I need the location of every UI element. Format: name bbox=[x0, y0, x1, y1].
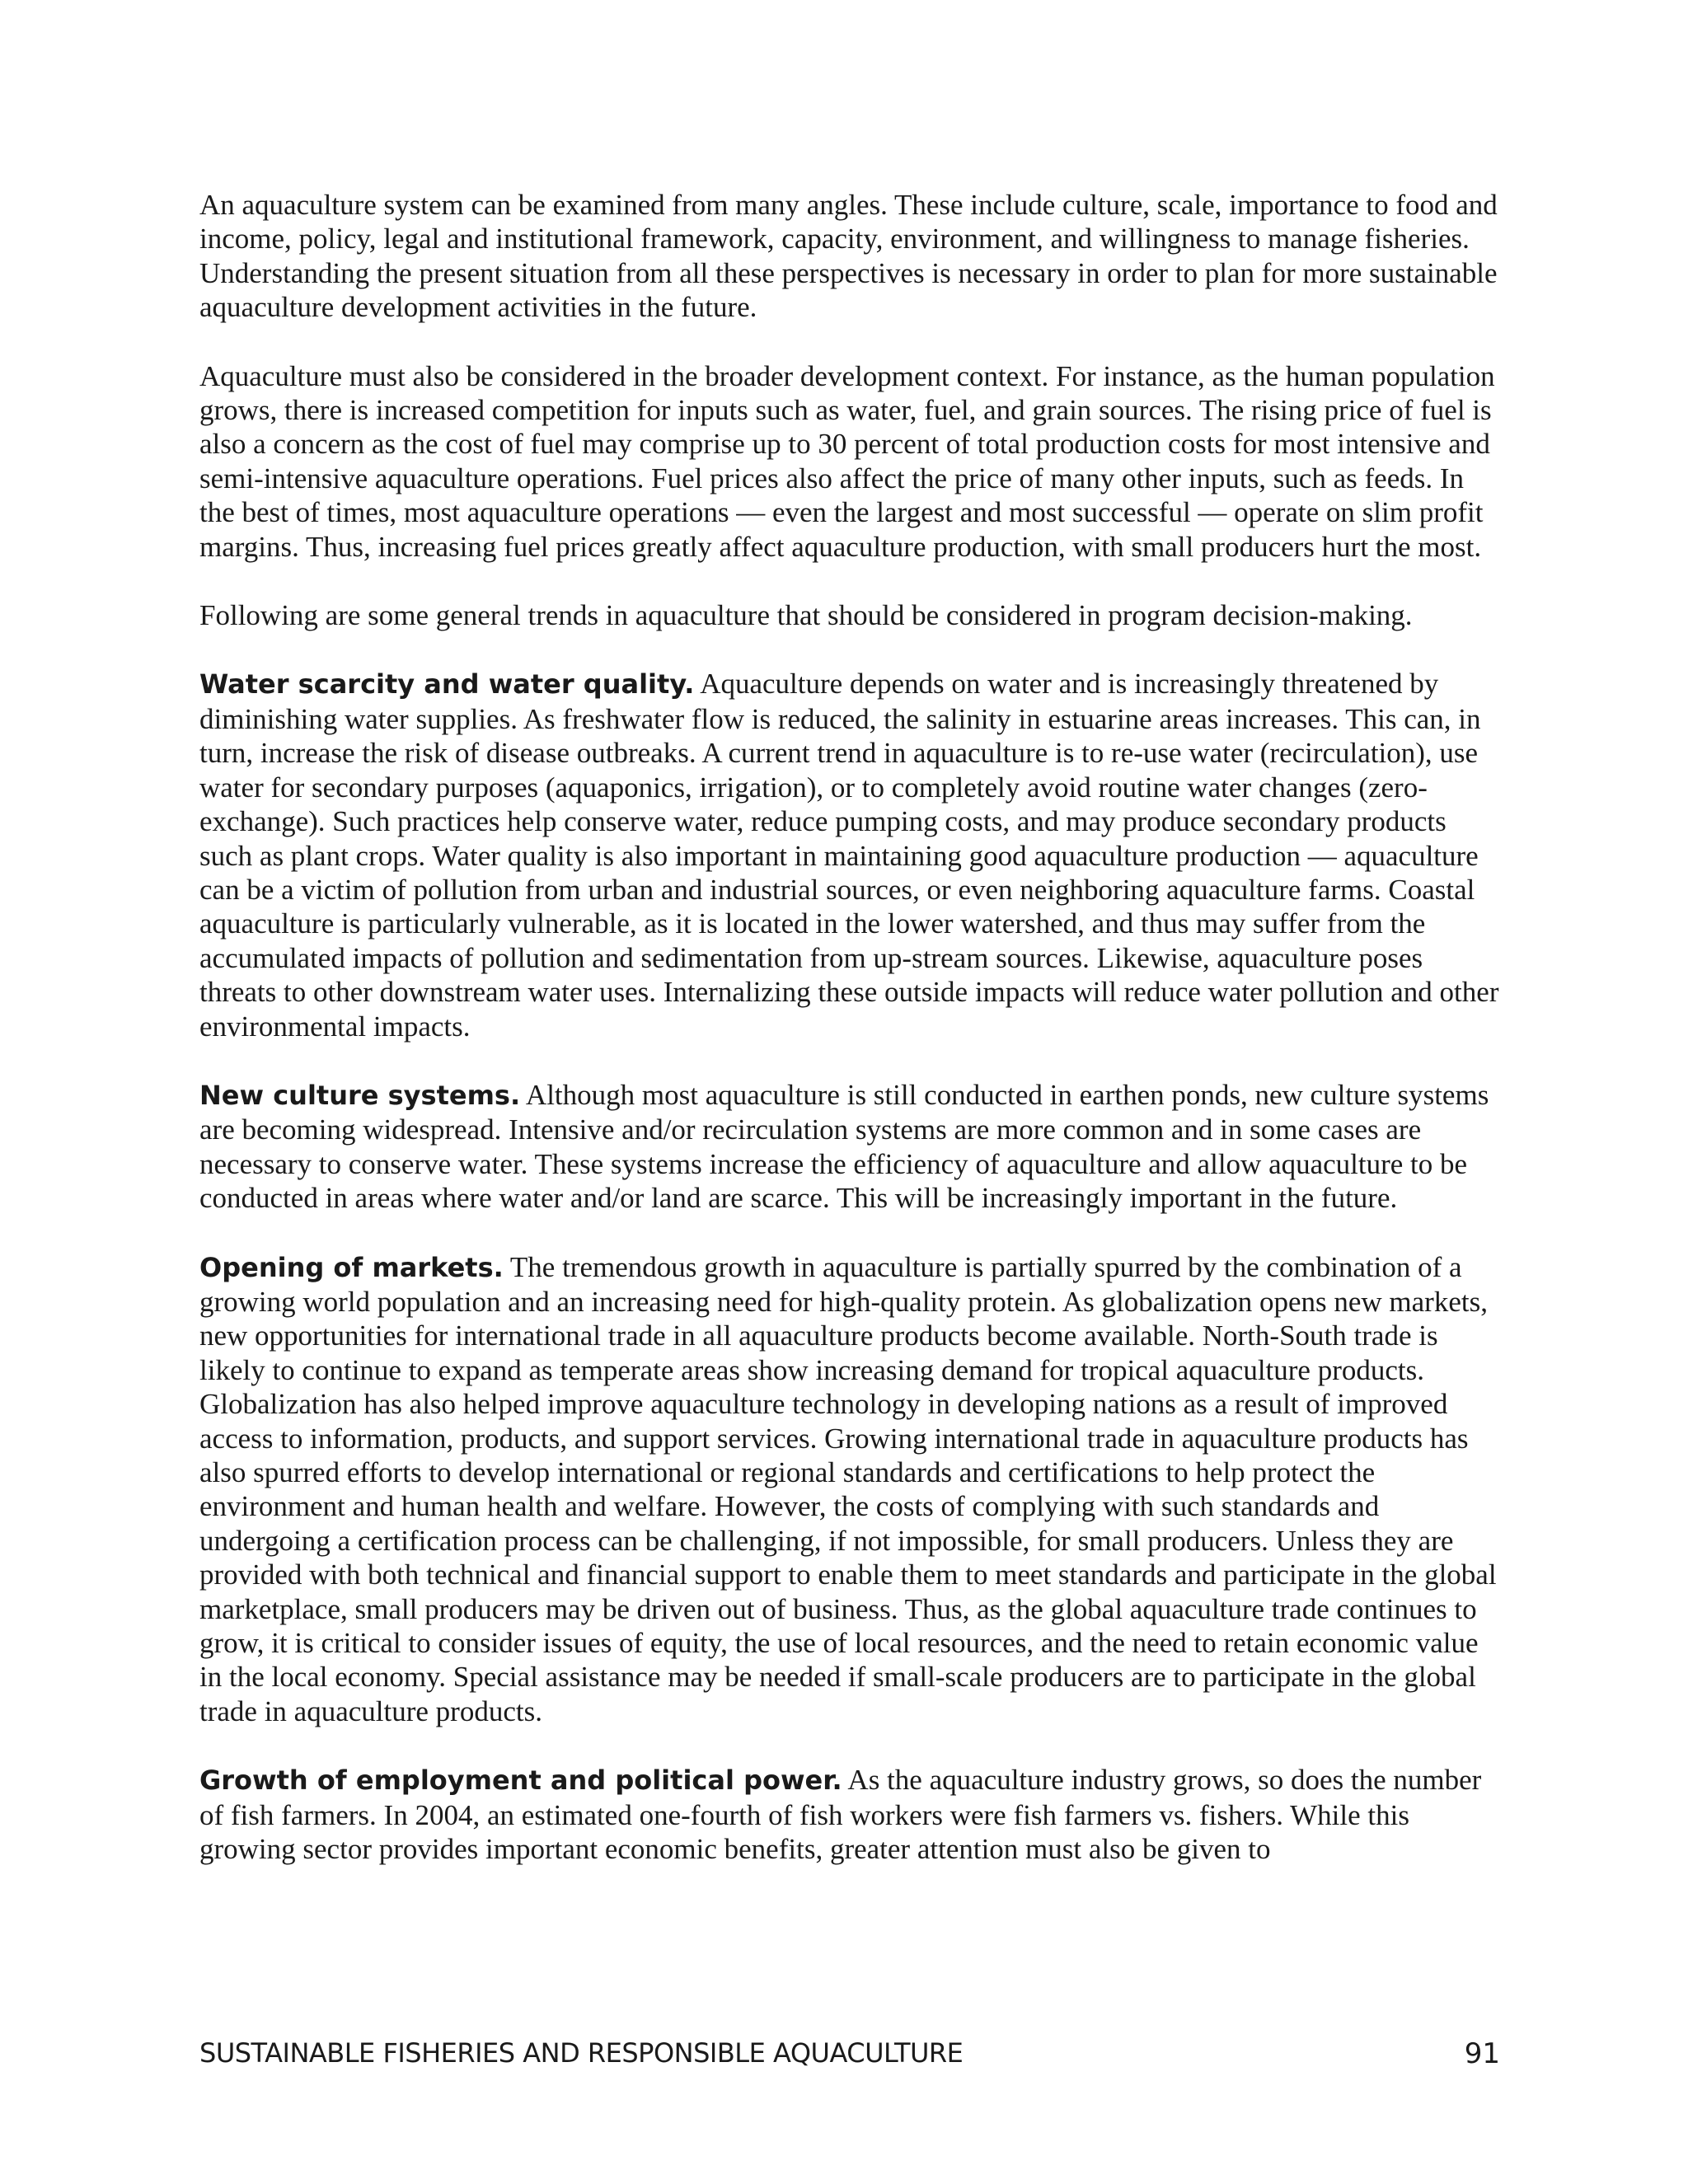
document-body bbox=[199, 188, 1502, 1900]
paragraph-text: The tremendous growth in aquaculture is partially spurred by the combination of a growing world population and an increasing need for high-quality protein. As globalization opens new markets, new opportunities for international trade in all aquaculture products become available. North-South trade is likely to continue to expand as temperate areas show increasing demand for tropical aquaculture products. Globalization has also helped improve aquaculture technology in developing nations as a result of improved access to information, products, and support services. Growing international trade in aquaculture products has also spurred efforts to develop international or regional standards and certifications to help protect the environment and human health and welfare. However, the costs of complying with such standards and undergoing a certification process can be challenging, if not impossible, for small producers. Unless they are provided with both technical and financial support to enable them to meet standards and participate in the global marketplace, small producers may be driven out of business. Thus, as the global aquaculture trade continues to grow, it is critical to consider issues of equity, the use of local resources, and the need to retain economic value in the local economy. Special assistance may be needed if small-scale producers are to participate in the global trade in aquaculture products. bbox=[199, 1250, 1497, 1727]
paragraph-text: Following are some general trends in aquaculture that should be considered in program decision-making. bbox=[199, 599, 1413, 632]
intro-paragraph bbox=[199, 188, 1502, 325]
paragraph-text: Aquaculture must also be considered in the broader development context. For instance, as the human population grows, there is increased competition for inputs such as water, fuel, and grain sources. The rising price of fuel is also a concern as the cost of fuel may comprise up to 30 percent of total production costs for most intensive and semi-intensive aquaculture operations. Fuel prices also affect the price of many other inputs, such as feeds. In the best of times, most aquaculture operations — even the largest and most successful — operate on slim profit margins. Thus, increasing fuel prices greatly affect aquaculture production, with small producers hurt the most. bbox=[199, 359, 1495, 563]
section-heading: Water scarcity and water quality. bbox=[199, 668, 695, 701]
development-context-paragraph bbox=[199, 359, 1502, 564]
paragraph-text: As the aquaculture industry grows, so does the number of fish farmers. In 2004, an estimated one-fourth of fish workers were fish farmers vs. fishers. While this growing sector provides important economic benefits, greater attention must also be given to bbox=[199, 1764, 1482, 1866]
page-number: 91 bbox=[1464, 2037, 1500, 2070]
paragraph-text: Aquaculture depends on water and is increasingly threatened by diminishing water supplies. As freshwater flow is reduced, the salinity in estuarine areas increases. This can, in turn, increase the risk of disease outbreaks. A current trend in aquaculture is to re-use water (recirculation), use water for secondary purposes (aquaponics, irrigation), or to completely avoid routine water changes (zero-exchange). Such practices help conserve water, reduce pumping costs, and may produce secondary products such as plant crops. Water quality is also important in maintaining good aquaculture production — aquaculture can be a victim of pollution from urban and industrial sources, or even neighboring aquaculture farms. Coastal aquaculture is particularly vulnerable, as it is located in the lower watershed, and thus may suffer from the accumulated impacts of pollution and sedimentation from up-stream sources. Likewise, aquaculture poses threats to other downstream water uses. Internalizing these outside impacts will reduce water pollution and other environmental impacts. bbox=[199, 668, 1499, 1043]
water-scarcity-section bbox=[199, 667, 1502, 1043]
paragraph-text: Although most aquaculture is still conducted in earthen ponds, new culture systems are becoming widespread. Intensive and/or recirculation systems are more common and in some cases are necessary to conserve water. These systems increase the efficiency of aquaculture and allow aquaculture to be conducted in areas where water and/or land are scarce. This will be increasingly important in the future. bbox=[199, 1078, 1489, 1215]
trends-intro-paragraph bbox=[199, 598, 1502, 632]
section-heading: Opening of markets. bbox=[199, 1251, 504, 1283]
footer-title: SUSTAINABLE FISHERIES AND RESPONSIBLE AQUACULTURE bbox=[199, 2037, 964, 2069]
section-heading: New culture systems. bbox=[199, 1079, 521, 1111]
opening-of-markets-section bbox=[199, 1250, 1502, 1729]
page-footer bbox=[199, 2037, 1500, 2079]
employment-growth-section bbox=[199, 1763, 1502, 1866]
new-culture-systems-section bbox=[199, 1078, 1502, 1216]
section-heading: Growth of employment and political power. bbox=[199, 1765, 842, 1797]
paragraph-text: An aquaculture system can be examined from many angles. These include culture, scale, importance to food and income, policy, legal and institutional framework, capacity, environment, and willingness to manage fisheries. Understanding the present situation from all these perspectives is necessary in order to plan for more sustainable aquaculture development activities in the future. bbox=[199, 189, 1498, 324]
